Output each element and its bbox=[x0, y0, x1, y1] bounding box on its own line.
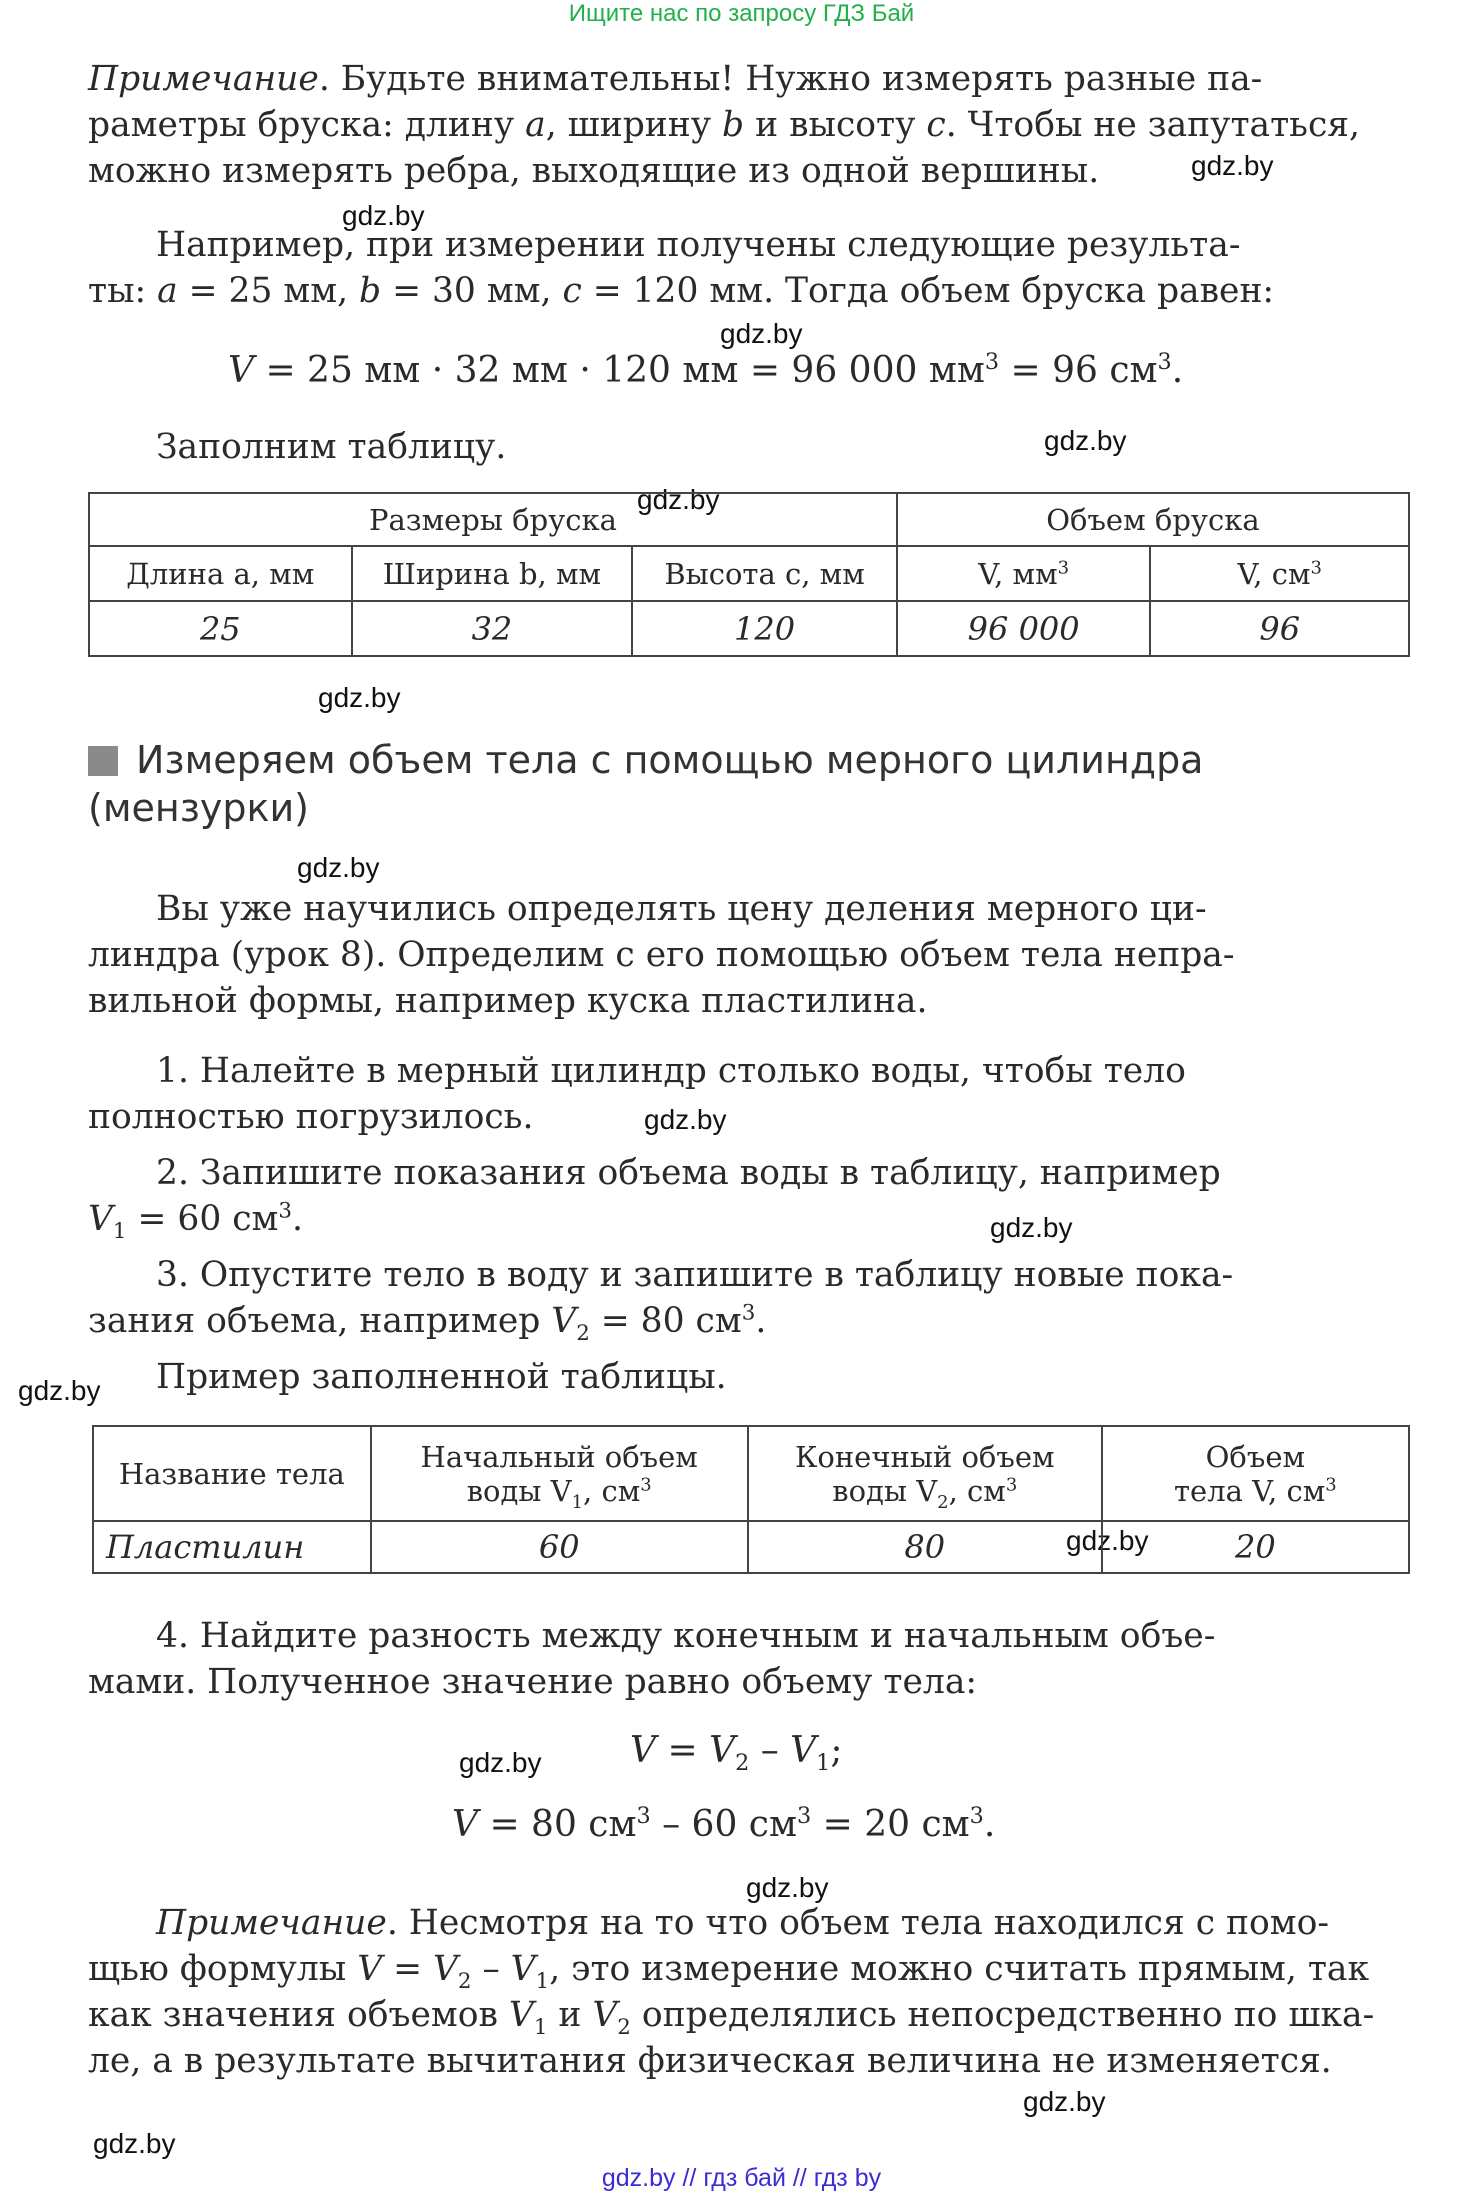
watermark: gdz.by bbox=[18, 1375, 101, 1406]
block-dimensions-table bbox=[88, 492, 1410, 657]
var-a: a bbox=[157, 271, 178, 311]
example-text: = 30 мм, bbox=[381, 271, 563, 311]
col-header-start-volume: Начальный объем воды $V_1$, $см^3$ bbox=[371, 1426, 748, 1521]
note-text: . Чтобы не запутаться, bbox=[945, 105, 1361, 145]
col-header-length: Длина a, мм bbox=[89, 546, 352, 601]
col-header-volume-mm: V, $мм^3$ bbox=[897, 546, 1151, 601]
example-text: = 120 мм. Тогда объем бруска равен: bbox=[581, 271, 1275, 311]
header-search-link[interactable]: Ищите нас по запросу ГДЗ Бай bbox=[568, 0, 915, 27]
col-header-volume-cm: V, $см^3$ bbox=[1150, 546, 1409, 601]
watermark: gdz.by bbox=[1191, 150, 1274, 181]
table-cell: 80 bbox=[748, 1521, 1102, 1573]
note-paragraph bbox=[88, 56, 1406, 194]
note-text: раметры бруска: длину bbox=[88, 105, 526, 145]
watermark: gdz.by bbox=[459, 1747, 542, 1778]
steps-paragraph: 1. Налейте в мерный цилиндр столько воды, чтобы тело полностью погрузилось. 2. Запишите показания объема воды в таблицу, например $V_1 = 60$ $см^3$. 3. Опустите тело в воду и запишите в таблицу новые пока- зания объема, например $V_2 = 80$ $см^3$. Пример заполненной таблицы. bbox=[88, 1048, 1406, 1400]
note-label: Примечание bbox=[156, 1903, 387, 1943]
table-cell: 60 bbox=[371, 1521, 748, 1573]
table-cell: 32 bbox=[352, 601, 633, 656]
table-cell: 25 bbox=[89, 601, 352, 656]
table-cell: 96 000 bbox=[897, 601, 1151, 656]
col-header-height: Высота c, мм bbox=[632, 546, 897, 601]
col-header-body-volume: Объем тела V, $см^3$ bbox=[1102, 1426, 1409, 1521]
var-c: c bbox=[562, 271, 582, 311]
example-text: ты: bbox=[88, 271, 158, 311]
var-b: b bbox=[722, 105, 745, 145]
footer-links[interactable]: gdz.by // гдз бай // гдз by bbox=[601, 2164, 882, 2192]
note-text: . Будьте внимательны! Нужно измерять разные па- bbox=[318, 59, 1263, 99]
col-header-width: Ширина b, мм bbox=[352, 546, 633, 601]
watermark: gdz.by bbox=[93, 2128, 176, 2159]
group-header-size: Размеры бруска bbox=[89, 493, 897, 546]
result-formula: V = 80 $см^3 - 60$ $см^3 = 20$ $см^3$. bbox=[452, 1803, 996, 1845]
intro-paragraph: Вы уже научились определять цену деления мерного ци- линдра (урок 8). Определим с его помощью объем тела непра- вильной формы, например куска пластилина. bbox=[88, 889, 1235, 1021]
watermark: gdz.by bbox=[637, 484, 720, 515]
watermark: gdz.by bbox=[990, 1212, 1073, 1243]
watermark: gdz.by bbox=[1044, 425, 1127, 456]
col-header-end-volume: Конечный объем воды $V_2$, $см^3$ bbox=[748, 1426, 1102, 1521]
note-text: , ширину bbox=[545, 105, 723, 145]
table-cell: Пластилин bbox=[93, 1521, 371, 1573]
group-header-volume: Объем бруска bbox=[897, 493, 1409, 546]
example-text: Например, при измерении получены следующие результа- bbox=[156, 225, 1241, 265]
watermark: gdz.by bbox=[297, 852, 380, 883]
step-3: 3. Опустите тело в воду и запишите в таблицу новые пока- bbox=[156, 1255, 1234, 1295]
watermark: gdz.by bbox=[720, 318, 803, 349]
difference-formula: $V = V_2 - V_1$; bbox=[630, 1730, 843, 1777]
watermark: gdz.by bbox=[1066, 1525, 1149, 1556]
var-a: a bbox=[525, 105, 546, 145]
note-label: Примечание bbox=[88, 59, 319, 99]
step-4: 4. Найдите разность между конечным и начальным объе- мами. Полученное значение равно объему тела: bbox=[88, 1616, 1216, 1702]
sample-table-label: Пример заполненной таблицы. bbox=[156, 1357, 727, 1397]
section-square-icon bbox=[88, 746, 118, 776]
col-header-name: Название тела bbox=[93, 1426, 371, 1521]
fill-table-label: Заполним таблицу. bbox=[156, 427, 507, 467]
watermark: gdz.by bbox=[746, 1872, 829, 1903]
step-2: 2. Запишите показания объема воды в таблицу, например bbox=[156, 1153, 1221, 1193]
example-text: = 25 мм, bbox=[177, 271, 360, 311]
var-c: c bbox=[926, 105, 946, 145]
table-cell: 96 bbox=[1150, 601, 1409, 656]
note-text: и высоту bbox=[744, 105, 927, 145]
watermark: gdz.by bbox=[342, 200, 425, 231]
section-heading: Измеряем объем тела с помощью мерного цилиндра (мензурки) bbox=[88, 738, 1204, 830]
example-paragraph bbox=[88, 222, 1406, 314]
watermark: gdz.by bbox=[1023, 2086, 1106, 2117]
note-text: можно измерять ребра, выходящие из одной вершины. bbox=[88, 151, 1100, 191]
volume-formula: V = 25 мм · 32 мм · 120 мм = 96 000 $мм^3 = 96$ $см^3$. bbox=[228, 349, 1184, 391]
watermark: gdz.by bbox=[318, 682, 401, 713]
watermark: gdz.by bbox=[644, 1104, 727, 1135]
step-1: 1. Налейте в мерный цилиндр столько воды, чтобы тело bbox=[156, 1051, 1186, 1091]
table-cell: 20 bbox=[1102, 1521, 1409, 1573]
var-b: b bbox=[359, 271, 382, 311]
note-paragraph: Примечание. Несмотря на то что объем тела находился с помо- щью формулы $V = V_2 - V_1$, это измерение можно считать прямым, так как значения объемов $V_1$ и $V_2$ определялись непосредственно по шка- ле, а в результате вычитания физическая величина не изменяется. bbox=[88, 1903, 1375, 2081]
plasticine-volume-table bbox=[92, 1425, 1410, 1574]
table-cell: 120 bbox=[632, 601, 897, 656]
